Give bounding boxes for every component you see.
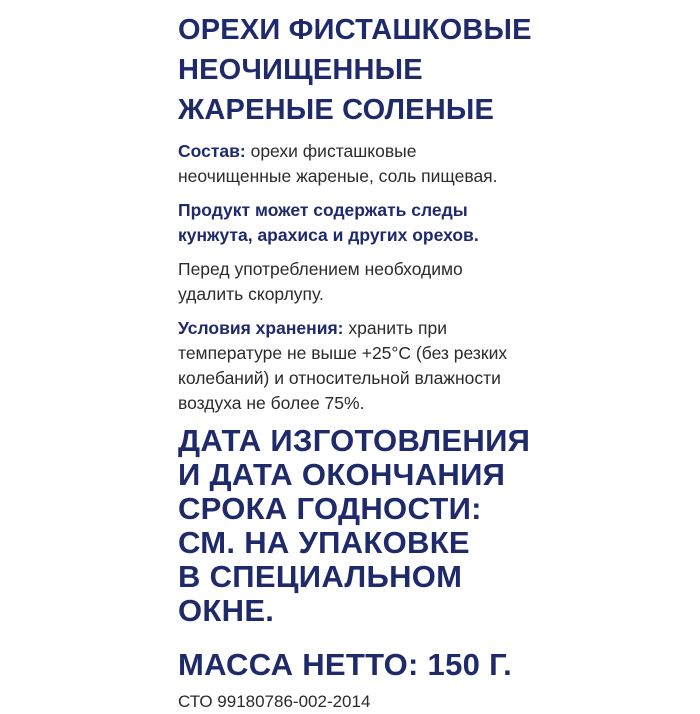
title-line: ОРЕХИ ФИСТАШКОВЫЕ [178,14,532,46]
title-line: НЕОЧИЩЕННЫЕ [178,54,423,86]
instruction-line: Перед употреблением необходимо [178,259,463,279]
storage-line: температуре не выше +25°С (без резких [178,343,508,363]
composition-line [178,139,688,164]
date-line: И ДАТА ОКОНЧАНИЯ [178,457,506,492]
instruction-line: удалить скорлупу. [178,284,324,304]
allergen-warning [178,198,688,248]
composition-text: орехи фисташковые [245,141,417,161]
date-line: СМ. НА УПАКОВКЕ [178,525,470,560]
composition-section [178,139,688,189]
storage-line: колебаний) и относительной влажности [178,368,501,388]
storage-conditions [178,316,688,416]
storage-label: Условия хранения: [178,318,344,338]
allergen-line: Продукт может содержать следы [178,200,468,220]
date-line: ОКНЕ. [178,593,275,628]
storage-line [178,316,688,341]
title-line: ЖАРЕНЫЕ СОЛЕНЫЕ [178,94,494,126]
net-weight: МАССА НЕТТО: 150 Г. [178,647,513,682]
composition-label: Состав: [178,141,246,161]
storage-line: воздуха не более 75%. [178,393,365,413]
date-line: В СПЕЦИАЛЬНОМ [178,559,463,594]
date-line: ДАТА ИЗГОТОВЛЕНИЯ [178,423,531,458]
storage-text: хранить при [343,318,448,338]
standard-code: СТО 99180786-002-2014 [178,692,371,711]
usage-instruction [178,257,688,307]
allergen-line: кунжута, арахиса и других орехов. [178,225,479,245]
date-line: СРОКА ГОДНОСТИ: [178,491,482,526]
product-label [178,10,688,714]
composition-line: неочищенные жареные, соль пищевая. [178,166,498,186]
date-notice [178,424,688,628]
product-title [178,10,688,130]
